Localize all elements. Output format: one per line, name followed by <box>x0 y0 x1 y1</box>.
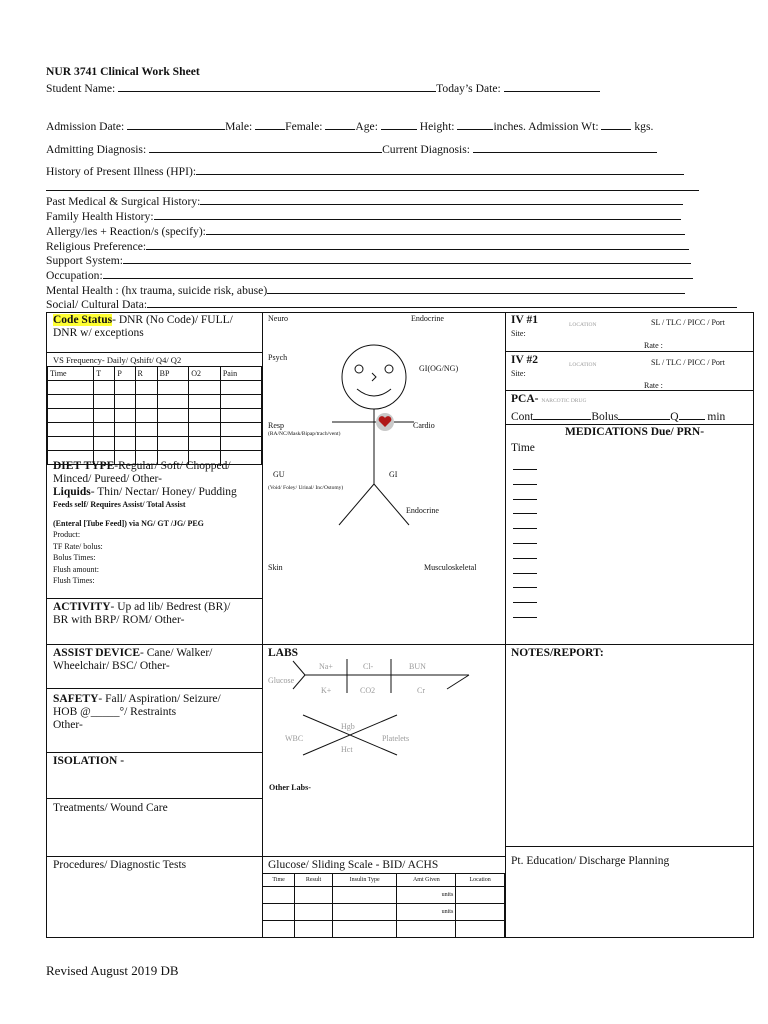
current-diagnosis-field[interactable] <box>473 141 657 153</box>
social-label: Social/ Cultural Data: <box>46 298 148 311</box>
worksheet-grid <box>46 312 754 938</box>
left-leg <box>339 484 374 525</box>
mouth <box>357 389 391 396</box>
admission-row <box>46 118 653 134</box>
gi-top-label: GI(OG/NG) <box>419 364 459 373</box>
gs-header-cell: Amt Given <box>397 874 456 887</box>
pmsh-field[interactable] <box>200 193 683 205</box>
vs-row[interactable] <box>48 395 262 409</box>
resp-label: Resp <box>268 421 284 430</box>
middle-divider <box>262 856 505 857</box>
female-label: Female: <box>285 120 323 133</box>
code-status-section <box>53 314 233 340</box>
lab-diagrams <box>263 653 505 763</box>
med-time-blank[interactable] <box>513 484 537 485</box>
diet-type-options: -Regular/ Soft/ Chopped/ <box>114 460 231 472</box>
iv2-type-options: SL / TLC / PICC / Port <box>651 358 725 367</box>
diagnosis-row <box>46 141 657 157</box>
iv2-site-label: Site: <box>511 369 526 378</box>
inches-label: inches. <box>493 120 526 133</box>
admission-wt-field[interactable] <box>601 118 631 130</box>
assist-device-section <box>53 647 212 673</box>
admission-wt-label: Admission Wt: <box>528 120 599 133</box>
med-time-blank[interactable] <box>513 602 537 603</box>
code-status-options-2: DNR w/ exceptions <box>53 327 144 339</box>
pmsh-label: Past Medical & Surgical History: <box>46 195 201 208</box>
endocrine-label: Endocrine <box>406 506 439 515</box>
support-field[interactable] <box>123 252 691 264</box>
feeds-options: Feeds self/ Requires Assist/ Total Assist <box>53 500 186 509</box>
column-divider-1 <box>262 313 263 937</box>
flush-times-label: Flush Times: <box>53 576 95 585</box>
vs-header-cell: BP <box>157 367 189 381</box>
gs-header-cell: Time <box>263 874 295 887</box>
revised-footer: Revised August 2019 DB <box>46 963 179 978</box>
activity-section <box>53 601 230 627</box>
vs-header-cell: P <box>115 367 135 381</box>
med-time-blank[interactable] <box>513 543 537 544</box>
gs-header-cell: Insulin Type <box>332 874 397 887</box>
vs-row[interactable] <box>48 409 262 423</box>
bolus-times-label: Bolus Times: <box>53 553 96 562</box>
safety-section <box>53 693 221 732</box>
pca-section <box>511 393 586 408</box>
gs-row[interactable] <box>263 887 505 904</box>
right-divider <box>505 644 753 645</box>
cl-label: Cl- <box>363 662 374 671</box>
wbc-label: WBC <box>285 734 304 743</box>
bmp-left-lower <box>293 675 305 689</box>
med-time-label: Time <box>511 442 535 454</box>
left-divider <box>47 598 262 599</box>
med-time-blank[interactable] <box>513 617 537 618</box>
hpi-label: History of Present Illness (HPI): <box>46 165 197 178</box>
occupation-field[interactable] <box>103 267 693 279</box>
neuro-label: Neuro <box>268 314 288 323</box>
iv2-rate-label: Rate : <box>644 381 663 390</box>
student-name-field[interactable] <box>118 80 436 92</box>
diet-type-label: DIET TYPE <box>53 460 115 472</box>
vs-row[interactable] <box>48 437 262 451</box>
left-eye <box>355 365 363 373</box>
vs-header-row <box>48 367 262 381</box>
gu-label: GU <box>273 470 285 479</box>
right-divider <box>505 351 753 352</box>
liquids-label: Liquids <box>53 486 91 498</box>
left-divider <box>47 688 262 689</box>
glucose-scale-table <box>262 873 505 938</box>
todays-date-field[interactable] <box>504 80 600 92</box>
gs-row[interactable] <box>263 904 505 921</box>
diet-type-options-2: Minced/ Pureed/ Other- <box>53 473 162 485</box>
middle-divider <box>262 644 505 645</box>
pca-row <box>511 408 725 424</box>
vs-row[interactable] <box>48 423 262 437</box>
labs-label: LABS <box>268 647 299 659</box>
mental-field[interactable] <box>267 282 685 294</box>
cardio-label: Cardio <box>413 421 435 430</box>
liquids-options: - Thin/ Nectar/ Honey/ Pudding <box>90 486 237 498</box>
code-status-options: - DNR (No Code)/ FULL/ <box>112 314 233 326</box>
hpi-row <box>46 163 684 179</box>
gs-header-cell: Result <box>295 874 333 887</box>
gu-sub-label: (Void/ Foley/ Urinal/ Inc/Ostomy) <box>268 485 344 491</box>
vital-signs-table <box>47 366 262 465</box>
safety-label: SAFETY <box>53 693 99 705</box>
iv1-rate-label: Rate : <box>644 341 663 350</box>
skin-label: Skin <box>268 563 283 572</box>
nose <box>372 373 376 381</box>
age-field[interactable] <box>381 118 417 130</box>
family-row <box>46 208 681 224</box>
right-eye <box>385 365 393 373</box>
gs-header-row <box>263 874 505 887</box>
column-divider-2 <box>505 313 506 937</box>
safety-options: - Fall/ Aspiration/ Seizure/ <box>98 693 221 705</box>
medications-label: MEDICATIONS Due/ PRN- <box>565 426 705 438</box>
enteral-label: (Enteral [Tube Feed]) via NG/ GT /JG/ PEG <box>53 519 204 528</box>
min-label: min <box>707 411 726 423</box>
endocrine-top-label: Endocrine <box>411 314 444 323</box>
platelets-label: Platelets <box>382 734 410 743</box>
cont-field[interactable] <box>533 408 591 420</box>
allergies-label: Allergy/ies + Reaction/s (specify): <box>46 225 206 238</box>
male-field[interactable] <box>255 118 285 130</box>
social-field[interactable] <box>147 296 737 308</box>
heart-icon <box>376 413 394 431</box>
right-divider <box>505 846 753 847</box>
activity-options-2: BR with BRP/ ROM/ Other- <box>53 614 185 626</box>
med-time-blank[interactable] <box>513 528 537 529</box>
vs-frequency: VS Frequency- Daily/ Qshift/ Q4/ Q2 <box>53 355 182 365</box>
resp-sub-label: (RA/NC/Mask/Bipap/trach/vent) <box>268 431 341 437</box>
family-field[interactable] <box>154 208 681 220</box>
assist-device-label: ASSIST DEVICE <box>53 647 141 659</box>
head-outline <box>342 345 406 409</box>
activity-options: - Up ad lib/ Bedrest (BR)/ <box>110 601 231 613</box>
vs-row[interactable] <box>48 381 262 395</box>
vs-header-cell: Pain <box>220 367 261 381</box>
gi-label: GI <box>389 470 398 479</box>
bmp-left-upper <box>293 661 305 675</box>
left-divider <box>47 644 262 645</box>
k-label: K+ <box>321 686 332 695</box>
glucose-lab-label: Glucose <box>268 676 295 685</box>
units-label: units <box>441 909 454 915</box>
current-diagnosis-label: Current Diagnosis: <box>382 143 470 156</box>
med-time-blank[interactable] <box>513 587 537 588</box>
bun-label: BUN <box>409 662 426 671</box>
units-label: units <box>441 892 454 898</box>
vs-header-cell: O2 <box>189 367 221 381</box>
religious-field[interactable] <box>146 238 689 250</box>
female-field[interactable] <box>325 118 355 130</box>
allergies-row <box>46 223 685 239</box>
iv2-label: IV #2 <box>511 354 538 366</box>
height-field[interactable] <box>457 118 493 130</box>
gs-header-cell: Location <box>456 874 505 887</box>
kgs-label: kgs. <box>634 120 654 133</box>
med-time-blank[interactable] <box>513 558 537 559</box>
iv1-site-label: Site: <box>511 329 526 338</box>
flush-amount-label: Flush amount: <box>53 564 100 574</box>
admission-date-field[interactable] <box>127 118 225 130</box>
psych-label: Psych <box>268 353 288 362</box>
hct-label: Hct <box>341 745 353 754</box>
support-label: Support System: <box>46 254 123 267</box>
religious-label: Religious Preference: <box>46 240 147 253</box>
narcotic-drug-label: NARCOTIC DRUG <box>541 398 587 404</box>
iv1-type-options: SL / TLC / PICC / Port <box>651 318 725 327</box>
vs-header-cell: R <box>135 367 157 381</box>
safety-options-2: HOB @_____°/ Restraints <box>53 706 177 718</box>
tf-rate-label: TF Rate/ bolus: <box>53 541 103 551</box>
age-label: Age: <box>355 120 378 133</box>
hpi-field[interactable] <box>196 163 684 175</box>
treatments-label: Treatments/ Wound Care <box>53 802 168 814</box>
q-label: Q <box>670 411 679 423</box>
student-name-label: Student Name: <box>46 82 116 95</box>
procedures-label: Procedures/ Diagnostic Tests <box>53 859 187 871</box>
admitting-diagnosis-label: Admitting Diagnosis: <box>46 143 147 156</box>
iv1-location-label: LOCATION <box>569 322 597 328</box>
safety-options-3: Other- <box>53 719 83 731</box>
height-label: Height: <box>419 120 455 133</box>
right-divider <box>505 390 753 391</box>
mental-label: Mental Health : (hx trauma, suicide risk, abuse) <box>46 284 268 297</box>
admission-date-label: Admission Date: <box>46 120 125 133</box>
bolus-label: Bolus <box>591 411 619 423</box>
occupation-row <box>46 267 693 283</box>
notes-report-label: NOTES/REPORT: <box>511 647 604 659</box>
family-label: Family Health History: <box>46 210 154 223</box>
diet-section <box>53 460 237 587</box>
right-leg <box>374 484 409 525</box>
iv1-label: IV #1 <box>511 314 538 326</box>
assist-device-options-2: Wheelchair/ BSC/ Other- <box>53 660 170 672</box>
body-diagram <box>327 341 427 561</box>
occupation-label: Occupation: <box>46 269 103 282</box>
code-status-label: Code Status <box>53 314 113 326</box>
other-labs-label: Other Labs- <box>269 783 311 792</box>
student-name-row <box>46 80 600 96</box>
left-divider <box>47 856 262 857</box>
glucose-scale-label: Glucose/ Sliding Scale - BID/ ACHS <box>268 859 439 871</box>
support-row <box>46 252 691 268</box>
education-label: Pt. Education/ Discharge Planning <box>511 855 670 867</box>
hgb-label: Hgb <box>341 722 355 731</box>
med-time-blank[interactable] <box>513 499 537 500</box>
med-time-blank[interactable] <box>513 513 537 514</box>
bmp-right-tail <box>447 675 469 689</box>
na-label: Na+ <box>319 662 333 671</box>
social-row <box>46 296 737 312</box>
cont-label: Cont <box>511 411 534 423</box>
pca-label: PCA- <box>511 393 539 405</box>
bolus-field[interactable] <box>618 408 670 420</box>
vs-header-cell: T <box>94 367 115 381</box>
musculoskeletal-label: Musculoskeletal <box>424 563 477 572</box>
male-label: Male: <box>225 120 253 133</box>
left-divider <box>47 752 262 753</box>
worksheet-title: NUR 3741 Clinical Work Sheet <box>46 65 200 78</box>
todays-date-label: Today’s Date: <box>436 82 501 95</box>
left-divider <box>47 798 262 799</box>
assist-device-options: - Cane/ Walker/ <box>140 647 213 659</box>
product-label: Product: <box>53 530 81 539</box>
hpi-line-2[interactable] <box>46 190 699 191</box>
cr-label: Cr <box>417 686 425 695</box>
q-field[interactable] <box>679 408 705 420</box>
vs-header-cell: Time <box>48 367 94 381</box>
right-divider <box>505 424 753 425</box>
iv2-location-label: LOCATION <box>569 362 597 368</box>
gs-row[interactable] <box>263 921 505 938</box>
med-time-blank[interactable] <box>513 573 537 574</box>
pmsh-row <box>46 193 683 209</box>
activity-label: ACTIVITY <box>53 601 111 613</box>
admitting-diagnosis-field[interactable] <box>149 141 382 153</box>
isolation-label: ISOLATION - <box>53 755 125 767</box>
co2-label: CO2 <box>360 686 376 695</box>
med-time-blank[interactable] <box>513 469 537 470</box>
left-divider <box>47 352 262 353</box>
allergies-field[interactable] <box>206 223 685 235</box>
